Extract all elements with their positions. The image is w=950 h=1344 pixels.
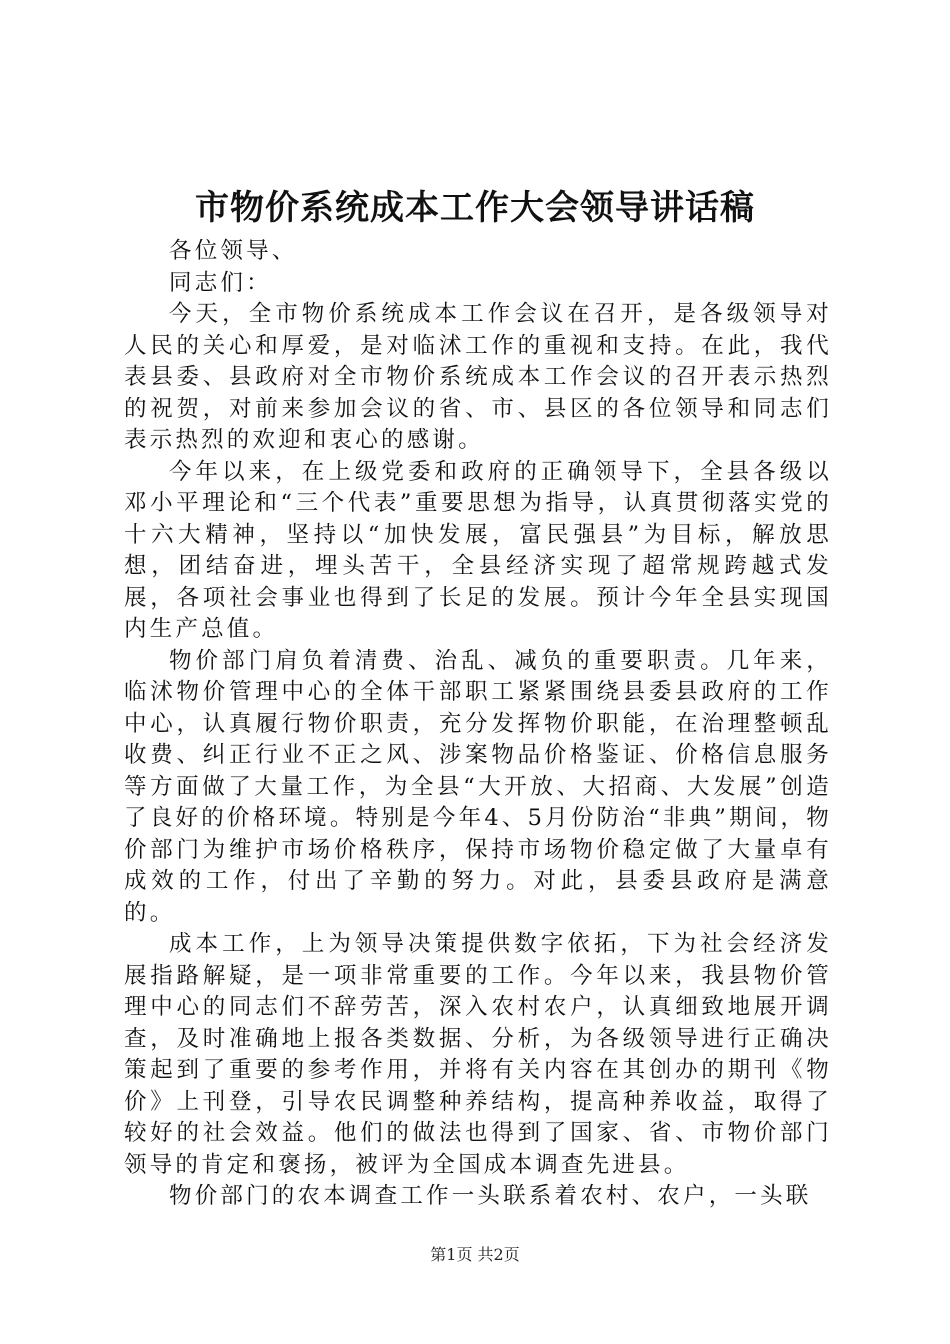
page-number-footer: 第1页 共2页	[430, 1245, 520, 1264]
body-paragraph: 物价部门的农本调查工作一头联系着农村、农户，一头联	[169, 1183, 812, 1209]
body-paragraph: 今年以来，在上级党委和政府的正确领导下，全县各级以邓小平理论和“三个代表”重要思想为指导，认真贯彻落实党的十六大精神，坚持以“加快发展，富民强县”为目标，解放思想，团结奋进，埋头苦干，全县经济实现了超常规跨越式发展，各项社会事业也得到了长足的发展。预计今年全县实现国内生产总值。	[124, 458, 832, 642]
salutation-line: 各位领导、	[169, 238, 298, 264]
document-title: 市物价系统成本工作大会领导讲话稿	[195, 188, 755, 228]
body-paragraph: 成本工作，上为领导决策提供数字依拓，下为社会经济发展指路解疑，是一项非常重要的工作。今年以来，我县物价管理中心的同志们不辞劳苦，深入农村农户，认真细致地展开调查，及时准确地上报各类数据、分析，为各级领导进行正确决策起到了重要的参考作用，并将有关内容在其创办的期刊《物价》上刊登，引导农民调整种养结构，提高种养收益，取得了较好的社会效益。他们的做法也得到了国家、省、市物价部门领导的肯定和褒扬，被评为全国成本调查先进县。	[124, 931, 832, 1178]
body-paragraph: 今天，全市物价系统成本工作会议在召开，是各级领导对人民的关心和厚爱，是对临沭工作的重视和支持。在此，我代表县委、县政府对全市物价系统成本工作会议的召开表示热烈的祝贺，对前来参加会议的省、市、县区的各位领导和同志们表示热烈的欢迎和衷心的感谢。	[124, 301, 832, 453]
document-body	[124, 236, 832, 1213]
salutation-line: 同志们：	[169, 269, 272, 296]
body-paragraph: 物价部门肩负着清费、治乱、减负的重要职责。几年来，临沭物价管理中心的全体干部职工紧紧围绕县委县政府的工作中心，认真履行物价职责，充分发挥物价职能，在治理整顿乱收费、纠正行业不正之风、涉案物品价格鉴证、价格信息服务等方面做了大量工作，为全县“大开放、大招商、大发展”创造了良好的价格环境。特别是今年4、5月份防治“非典”期间，物价部门为维护市场价格秩序，保持市场物价稳定做了大量卓有成效的工作，付出了辛勤的努力。对此，县委县政府是满意的。	[124, 647, 832, 926]
